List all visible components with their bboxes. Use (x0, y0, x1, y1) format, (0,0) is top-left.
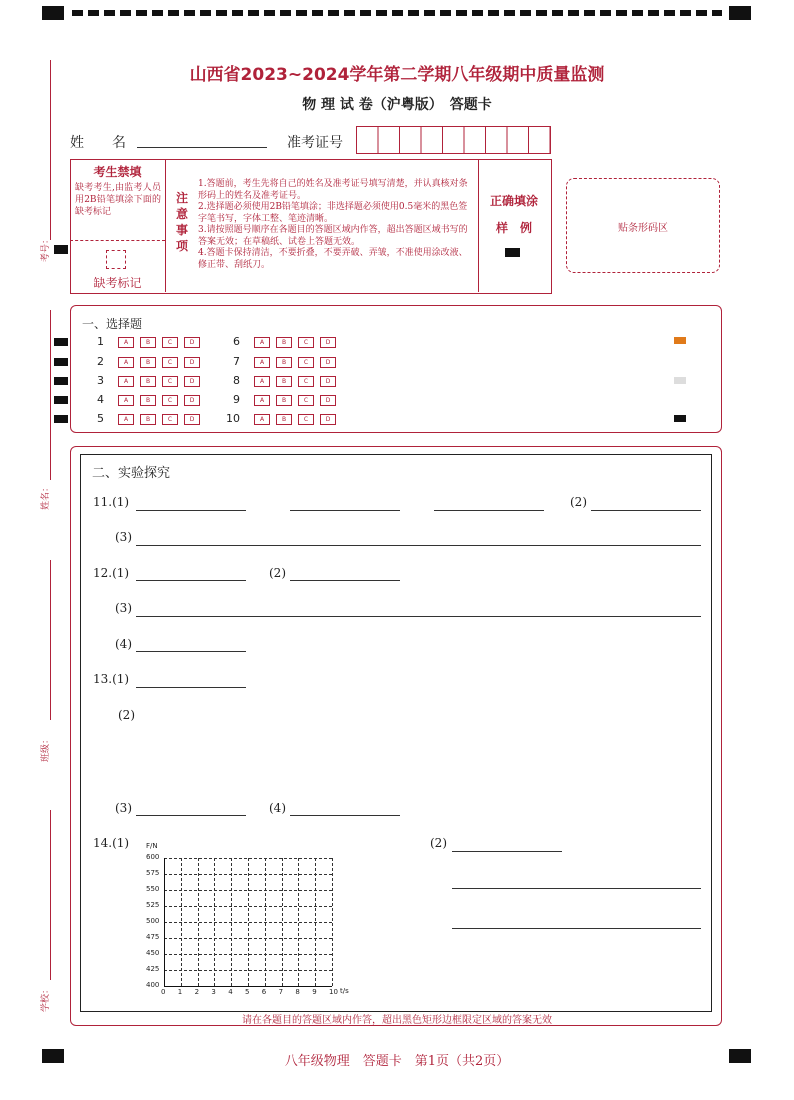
page-title: 山西省2023~2024学年第二学期八年级期中质量监测 (189, 65, 605, 85)
option-bubble-b[interactable]: B (276, 414, 292, 425)
option-bubble-b[interactable]: B (140, 395, 156, 406)
timing-mark (54, 377, 68, 385)
side-rule-top (50, 60, 51, 240)
x-tick-label: 4 (228, 988, 233, 996)
q12-3-label: (3) (115, 601, 132, 615)
sample-orange-mark (674, 337, 686, 344)
q13-3-field[interactable] (136, 815, 246, 816)
option-bubble-a[interactable]: A (118, 376, 134, 387)
timing-mark (54, 396, 68, 404)
q13-4-field[interactable] (290, 815, 400, 816)
x-tick-label: 2 (194, 988, 200, 996)
grid-line-v (198, 858, 199, 986)
q11-1-field-a[interactable] (136, 510, 246, 511)
option-bubble-d[interactable]: D (184, 376, 200, 387)
x-tick-label: 3 (211, 988, 216, 996)
footer-page-info: 八年级物理 答题卡 第1页（共2页） (284, 1054, 510, 1069)
option-bubble-b[interactable]: B (276, 376, 292, 387)
page-subtitle: 物 理 试 卷（沪粤版） 答题卡 (302, 97, 492, 113)
grid-line-v (265, 858, 266, 986)
x-tick-label: 1 (177, 988, 183, 996)
question-number: 3 (97, 374, 104, 387)
x-tick-label: 0 (161, 988, 166, 996)
notes-heading: 注意事项 (176, 191, 189, 253)
option-bubble-a[interactable]: A (118, 395, 134, 406)
absent-text: 缺考考生,由监考人员用2B铅笔填涂下面的缺考标记 (75, 183, 161, 217)
option-bubble-c[interactable]: C (298, 414, 314, 425)
q11-1-field-b[interactable] (290, 510, 400, 511)
note-line-3: 3.请按照题号顺序在各题目的答题区域内作答，超出答题区域书写的答案无效；在草稿纸、试卷上答题无效。 (198, 225, 468, 247)
option-bubble-d[interactable]: D (184, 337, 200, 348)
y-tick-label: 525 (146, 901, 160, 909)
timing-mark (54, 338, 68, 346)
name-field[interactable] (137, 147, 267, 148)
grid-line-v (214, 858, 215, 986)
x-axis-label: t/s (340, 987, 349, 995)
y-tick-label: 600 (146, 853, 160, 861)
option-bubble-a[interactable]: A (254, 395, 270, 406)
q11-1-field-c[interactable] (434, 510, 544, 511)
option-bubble-c[interactable]: C (298, 357, 314, 368)
name-label: 姓 名 (70, 135, 126, 151)
option-bubble-b[interactable]: B (276, 357, 292, 368)
option-bubble-d[interactable]: D (184, 395, 200, 406)
option-bubble-c[interactable]: C (162, 376, 178, 387)
grid-line-v (332, 858, 333, 986)
option-bubble-c[interactable]: C (298, 337, 314, 348)
option-bubble-a[interactable]: A (254, 357, 270, 368)
x-tick-label: 5 (245, 988, 250, 996)
sample-title: 正确填涂 (489, 194, 538, 208)
side-rule-4 (50, 810, 51, 980)
y-tick-label: 425 (146, 965, 160, 973)
question-number: 2 (97, 355, 104, 368)
note-line-2: 2.选择题必须使用2B铅笔填涂；非选择题必须使用0.5毫米的黑色签字笔书写，字体工整、笔迹清晰。 (198, 202, 468, 224)
grid-line-v (181, 858, 182, 986)
q13-2-label: (2) (118, 708, 135, 722)
force-time-chart[interactable] (140, 840, 360, 1000)
sample-label: 样 例 (495, 221, 532, 235)
side-rule-3 (50, 560, 51, 720)
option-bubble-d[interactable]: D (320, 395, 336, 406)
timing-mark (54, 358, 68, 366)
q13-4-label: (4) (269, 801, 286, 815)
option-bubble-b[interactable]: B (140, 357, 156, 368)
q11-3-field[interactable] (136, 545, 701, 546)
question-number: 7 (233, 355, 240, 368)
sample-gray-mark (674, 377, 686, 384)
q12-3-field[interactable] (136, 616, 701, 617)
y-tick-label: 450 (146, 949, 160, 957)
q13-1-field[interactable] (136, 687, 246, 688)
absent-mark-box[interactable] (106, 250, 126, 269)
q11-1-label: 11.(1) (93, 495, 130, 509)
side-label-name: 姓名： (41, 482, 51, 510)
q14-2-field-c[interactable] (452, 928, 701, 929)
question-number: 5 (97, 412, 104, 425)
option-bubble-a[interactable]: A (254, 414, 270, 425)
option-bubble-c[interactable]: C (298, 395, 314, 406)
absent-mark-label: 缺考标记 (93, 276, 142, 290)
grid-line-v (248, 858, 249, 986)
side-rule-2 (50, 310, 51, 480)
question-number: 9 (233, 393, 240, 406)
option-bubble-b[interactable]: B (276, 395, 292, 406)
experiment-section-title: 二、实验探究 (92, 466, 171, 481)
question-number: 6 (233, 335, 240, 348)
option-bubble-d[interactable]: D (320, 376, 336, 387)
option-bubble-a[interactable]: A (118, 357, 134, 368)
x-tick-label: 9 (312, 988, 317, 996)
y-tick-label: 550 (146, 885, 160, 893)
x-tick-label: 8 (295, 988, 300, 996)
option-bubble-c[interactable]: C (162, 337, 178, 348)
exam-id-boxes[interactable] (356, 126, 551, 154)
option-bubble-b[interactable]: B (140, 337, 156, 348)
q11-2-label: (2) (570, 495, 587, 509)
q12-4-field[interactable] (136, 651, 246, 652)
question-number: 10 (226, 412, 240, 425)
option-bubble-d[interactable]: D (320, 414, 336, 425)
answer-area-warning: 请在各题目的答题区域内作答，超出黑色矩形边框限定区域的答案无效 (242, 1015, 552, 1026)
option-bubble-c[interactable]: C (298, 376, 314, 387)
grid-line-h (164, 986, 332, 987)
q14-2-label: (2) (430, 836, 447, 850)
note-line-1: 1.答题前，考生先将自己的姓名及准考证号填写清楚，并认真核对条形码上的姓名及准考证号。 (198, 179, 468, 201)
option-bubble-d[interactable]: D (184, 414, 200, 425)
question-number: 8 (233, 374, 240, 387)
side-label-exam-id: 考号： (41, 234, 51, 262)
grid-line-v (231, 858, 232, 986)
option-bubble-d[interactable]: D (320, 357, 336, 368)
y-tick-label: 400 (146, 981, 160, 989)
q11-3-label: (3) (115, 530, 132, 544)
grid-line-v (164, 858, 165, 986)
q11-2-field[interactable] (591, 510, 701, 511)
q12-2-label: (2) (269, 566, 286, 580)
y-axis-label: F/N (146, 842, 158, 850)
q14-2-field-b[interactable] (452, 888, 701, 889)
side-label-class: 班级： (41, 734, 51, 762)
x-tick-label: 6 (261, 988, 267, 996)
option-bubble-a[interactable]: A (118, 414, 134, 425)
q12-2-field[interactable] (290, 580, 400, 581)
y-tick-label: 575 (146, 869, 160, 877)
exam-id-label: 准考证号 (287, 135, 343, 151)
option-bubble-b[interactable]: B (140, 376, 156, 387)
notes-text (198, 179, 476, 271)
absent-title: 考生禁填 (93, 165, 142, 179)
option-bubble-c[interactable]: C (162, 357, 178, 368)
question-number: 4 (97, 393, 104, 406)
y-tick-label: 500 (146, 917, 160, 925)
q12-1-label: 12.(1) (93, 566, 130, 580)
option-bubble-d[interactable]: D (320, 337, 336, 348)
x-tick-label: 10 (329, 988, 338, 996)
choice-section-title: 一、选择题 (82, 317, 143, 331)
q12-1-field[interactable] (136, 580, 246, 581)
q14-2-field-a[interactable] (452, 851, 562, 852)
q13-1-label: 13.(1) (93, 672, 130, 686)
x-tick-label: 7 (278, 988, 284, 996)
barcode-label: 贴条形码区 (618, 223, 668, 234)
grid-line-v (298, 858, 299, 986)
option-bubble-b[interactable]: B (140, 414, 156, 425)
sample-black-mark (674, 415, 686, 422)
option-bubble-c[interactable]: C (162, 414, 178, 425)
y-tick-label: 475 (146, 933, 160, 941)
grid-line-v (282, 858, 283, 986)
top-border-marks (42, 6, 752, 20)
grid-line-v (315, 858, 316, 986)
q12-4-label: (4) (115, 637, 132, 651)
q13-3-label: (3) (115, 801, 132, 815)
side-label-school: 学校： (41, 984, 51, 1012)
option-bubble-d[interactable]: D (184, 357, 200, 368)
absent-divider (165, 159, 166, 292)
option-bubble-a[interactable]: A (254, 337, 270, 348)
option-bubble-a[interactable]: A (254, 376, 270, 387)
absent-dashed-divider (70, 240, 165, 241)
q14-1-label: 14.(1) (93, 836, 130, 850)
option-bubble-c[interactable]: C (162, 395, 178, 406)
timing-mark (54, 415, 68, 423)
option-bubble-a[interactable]: A (118, 337, 134, 348)
question-number: 1 (97, 335, 104, 348)
sample-filled-mark (505, 248, 520, 257)
side-timing-mark (54, 245, 68, 254)
option-bubble-b[interactable]: B (276, 337, 292, 348)
note-line-4: 4.答题卡保持清洁，不要折叠，不要弄破、弄皱，不准使用涂改液、修正带、刮纸刀。 (198, 248, 468, 270)
